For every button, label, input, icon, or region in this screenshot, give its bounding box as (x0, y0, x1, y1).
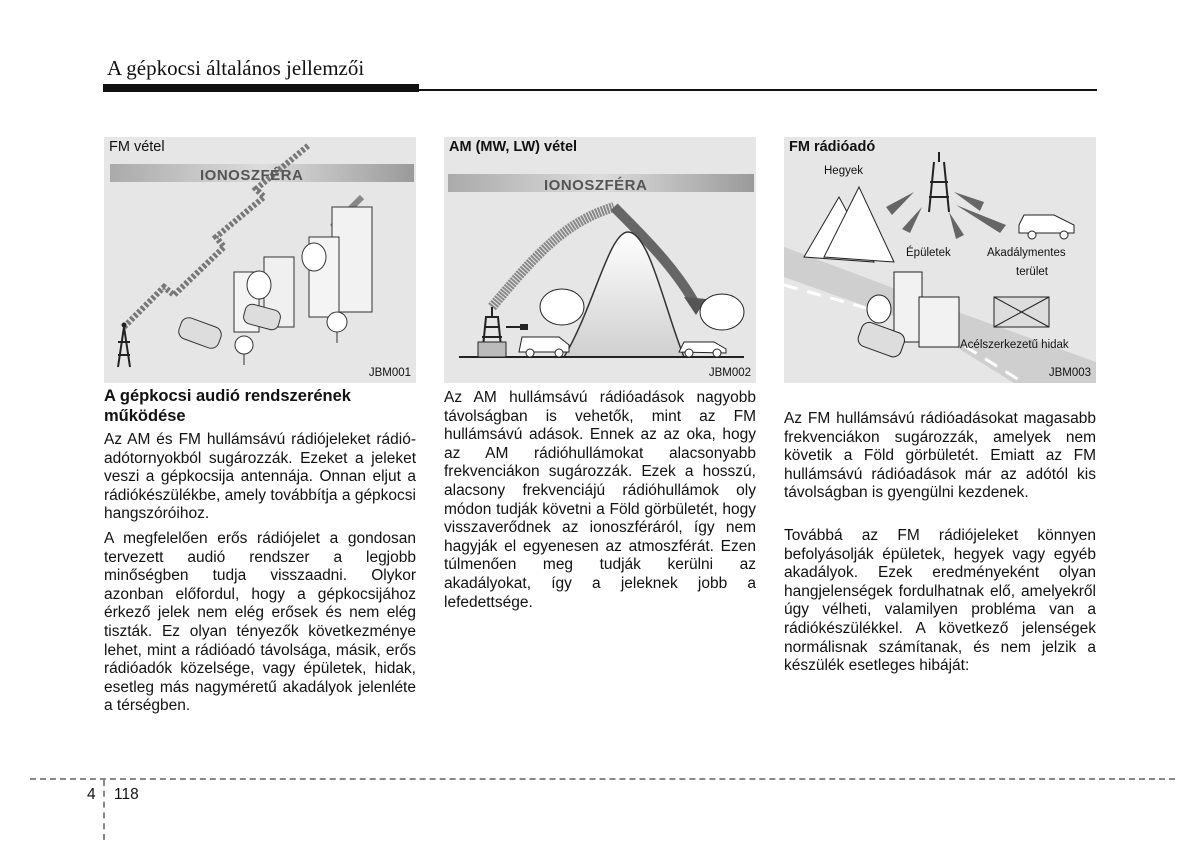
col3-paragraph-1: Az FM hullámsávú rádióadásokat magasabb frekvenciákon sugározzák, amelyek nem követik a Föld görbületét. Emiatt az FM hullámsávú rádióadások már az adótól kis távolságban is gyengülni kezdenek. (784, 410, 1096, 502)
station-figure-code: JBM003 (1048, 367, 1091, 379)
mountains-label: Hegyek (824, 165, 863, 177)
buildings-label: Épületek (906, 247, 951, 259)
am-figure-title: AM (MW, LW) vétel (449, 139, 578, 155)
col1-paragraph-1: Az AM és FM hullámsávú rádiójeleket rádió-adótornyokból sugározzák. Ezeket a jeleket veszi a gépkocsija antennája. Onnan eljut a rádiókészülékbe, amely továbbítja a gépkocsi hangszóróihoz. (104, 431, 416, 523)
header-rule (419, 89, 1097, 91)
col2-paragraph-1: Az AM hullámsávú rádióadások nagyobb távolságban is vehetők, mint az FM hullámsávú adások. Ennek az az oka, hogy az AM rádióhullámokat alacsonyabb frekvenciákon sugározzák. Ezek a hosszú, alacsony frekvenciájú rádióhullámok oly módon tudják követni a Föld görbületét, hogy visszaverődnek az ionoszféráról, így nem hagyják el egyenesen az atmoszférát. Ezen túlmenően meg tudják kerülni az akadályokat, így a jeleknek jobb a lefedettsége. (444, 389, 756, 611)
col1-paragraph-2: A megfelelően erős rádiójelet a gondosan tervezett audió rendszer a legjobb minőségben tudja visszaadni. Olykor azonban előfordul, hogy a gépkocsijához érkező jelek nem elég erősek és nem elég tiszták. Ez olyan tényezők következménye lehet, mint a rádióadó távolsága, másik, erős rádióadók közelsége, vagy épületek, hidak, esetleg más nagyméretű akadályok jelenléte a térségben. (104, 530, 416, 715)
chapter-number: 4 (87, 786, 96, 803)
station-figure-title: FM rádióadó (789, 139, 876, 155)
section-heading (104, 386, 416, 426)
page-number: 118 (114, 786, 139, 803)
header-bar (103, 84, 419, 92)
fm-station-figure (784, 137, 1096, 383)
section-heading-line-2: működése (104, 407, 186, 425)
steel-bridges-label: Acélszerkezetű hidak (960, 339, 1069, 351)
obstacle-free-label-1: Akadálymentes (987, 247, 1066, 259)
am-reception-illustration (444, 137, 756, 383)
footer-dashed-rule (30, 778, 1175, 780)
col3-paragraph-2: Továbbá az FM rádiójeleket könnyen befolyásolják épületek, hegyek vagy egyéb akadályok. Ezek eredményeként olyan hangjelenségek fordulhatnak elő, amelyekről úgy vélheti, valamilyen probléma van a rádiókészülékkel. A következő jelenségek normálisnak számítanak, és nem jelzik a készülék esetleges hibáját: (784, 527, 1096, 675)
am-reception-figure (444, 137, 756, 383)
am-figure-code: JBM002 (708, 367, 751, 379)
fm-figure-title: FM vétel (109, 139, 165, 155)
am-ionosphere-label: IONOSZFÉRA (544, 177, 648, 194)
fm-ionosphere-label: IONOSZFÉRA (200, 167, 304, 184)
section-heading-line-1: A gépkocsi audió rendszerének (104, 387, 351, 405)
page-header-title: A gépkocsi általános jellemzői (107, 56, 365, 80)
obstacle-free-label-2: terület (1016, 266, 1048, 278)
fm-reception-figure (104, 137, 416, 383)
footer-dashed-divider (103, 780, 105, 840)
fm-figure-code: JBM001 (368, 367, 411, 379)
